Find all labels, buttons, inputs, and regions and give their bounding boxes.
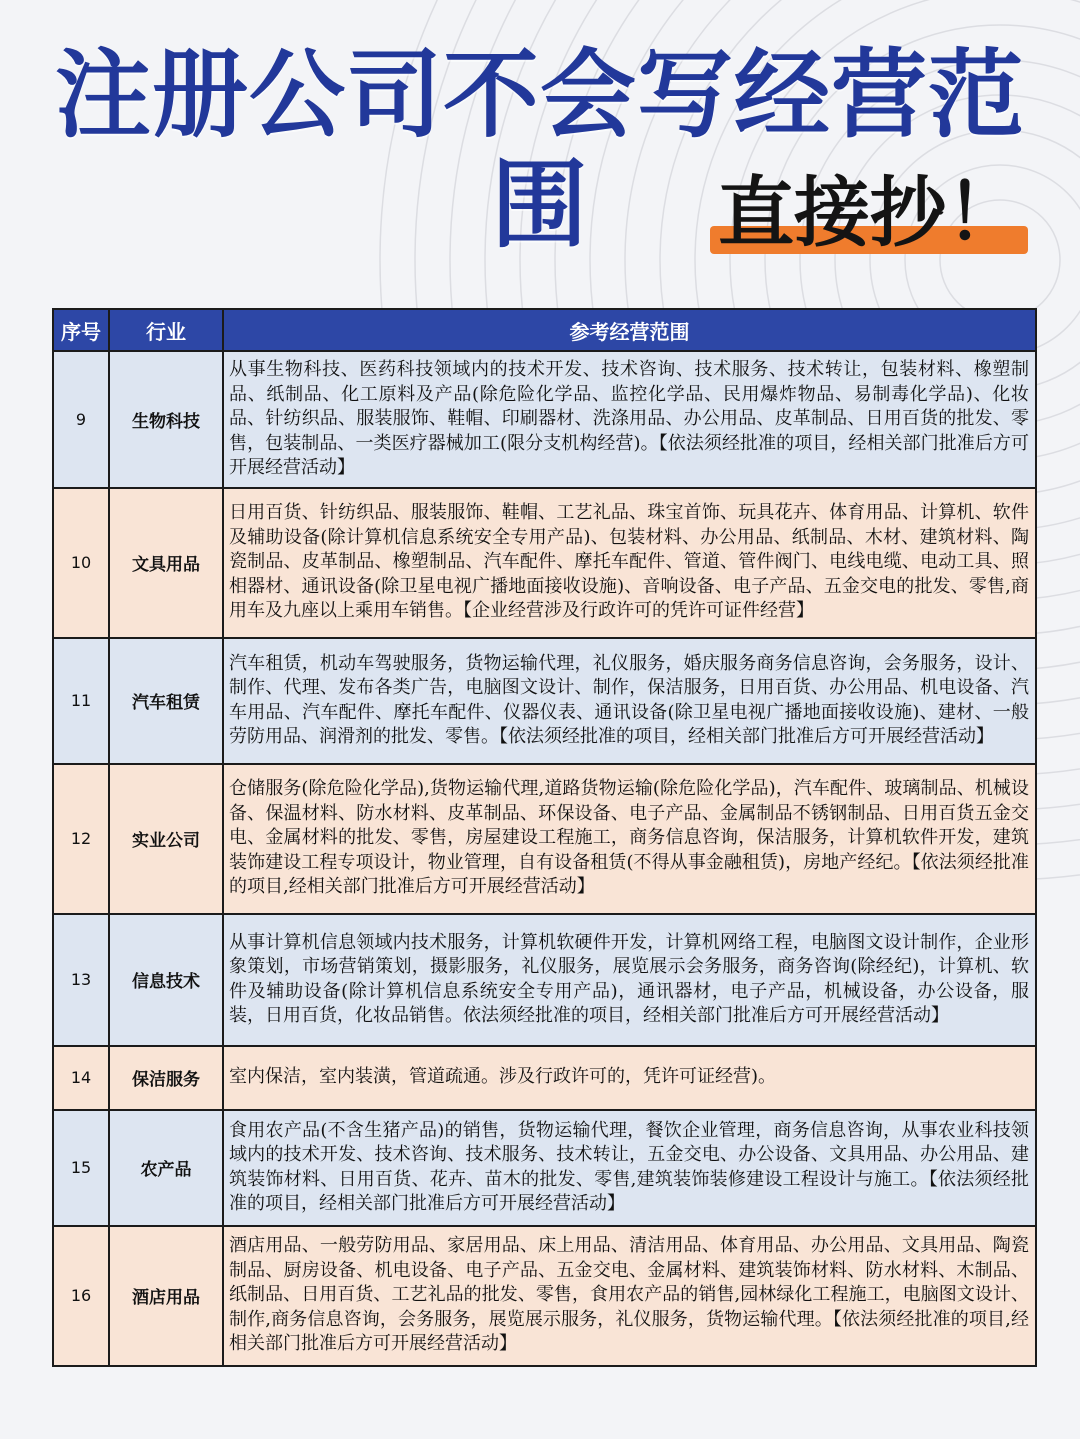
subtitle-banner [710, 168, 1030, 263]
table-row [53, 764, 1036, 914]
row-number: 16 [53, 1226, 109, 1366]
row-industry: 酒店用品 [109, 1226, 223, 1366]
table-row [53, 351, 1036, 488]
table-header-row [53, 309, 1036, 351]
row-scope: 室内保洁，室内装潢，管道疏通。涉及行政许可的，凭许可证经营)。 [223, 1046, 1036, 1110]
row-industry: 信息技术 [109, 914, 223, 1046]
subtitle: 直接抄！ [718, 168, 1022, 257]
row-industry: 农产品 [109, 1110, 223, 1226]
row-scope: 日用百货、针纺织品、服装服饰、鞋帽、工艺礼品、珠宝首饰、玩具花卉、体育用品、计算机、软件及辅助设备(除计算机信息系统安全专用产品)、包装材料、办公用品、纸制品、木材、建筑材料、陶瓷制品、皮革制品、橡塑制品、汽车配件、摩托车配件、管道、管件阀门、电线电缆、电动工具、照相器材、通讯设备(除卫星电视广播地面接收设施)、音响设备、电子产品、五金交电的批发、零售,商用车及九座以上乘用车销售。【企业经营涉及行政许可的凭许可证件经营】 [223, 488, 1036, 638]
row-number: 13 [53, 914, 109, 1046]
row-number: 14 [53, 1046, 109, 1110]
business-scope-table [52, 308, 1037, 1367]
table-row [53, 914, 1036, 1046]
row-scope: 酒店用品、一般劳防用品、家居用品、床上用品、清洁用品、体育用品、办公用品、文具用品、陶瓷制品、厨房设备、机电设备、电子产品、五金交电、金属材料、建筑装饰材料、防水材料、木制品、纸制品、日用百货、工艺礼品的批发、零售，食用农产品的销售,园林绿化工程施工，电脑图文设计、制作,商务信息咨询，会务服务，展览展示服务，礼仪服务，货物运输代理。【依法须经批准的项目,经相关部门批准后方可开展经营活动】 [223, 1226, 1036, 1366]
row-industry: 汽车租赁 [109, 638, 223, 764]
row-industry: 实业公司 [109, 764, 223, 914]
row-scope: 从事计算机信息领域内技术服务，计算机软硬件开发，计算机网络工程，电脑图文设计制作，企业形象策划，市场营销策划，摄影服务，礼仪服务，展览展示会务服务，商务咨询(除经纪)，计算机、软件及辅助设备(除计算机信息系统安全专用产品)，通讯器材，电子产品，机械设备，办公设备，服装，日用百货，化妆品销售。依法须经批准的项目，经相关部门批准后方可开展经营活动】 [223, 914, 1036, 1046]
row-number: 15 [53, 1110, 109, 1226]
header-scope: 参考经营范围 [223, 309, 1036, 351]
row-industry: 生物科技 [109, 351, 223, 488]
row-industry: 文具用品 [109, 488, 223, 638]
table-row [53, 488, 1036, 638]
page-title: 注册公司不会写经营范围 [55, 39, 1025, 261]
header-industry: 行业 [109, 309, 223, 351]
row-number: 12 [53, 764, 109, 914]
row-scope: 食用农产品(不含生猪产品)的销售，货物运输代理，餐饮企业管理，商务信息咨询，从事农业科技领域内的技术开发、技术咨询、技术服务、技术转让，五金交电、办公设备、文具用品、办公用品、建筑装饰材料、日用百货、花卉、苗木的批发、零售,建筑装饰装修建设工程设计与施工。【依法须经批准的项目，经相关部门批准后方可开展经营活动】 [223, 1110, 1036, 1226]
row-scope: 从事生物科技、医药科技领域内的技术开发、技术咨询、技术服务、技术转让，包装材料、橡塑制品、纸制品、化工原料及产品(除危险化学品、监控化学品、民用爆炸物品、易制毒化学品)、化妆品、针纺织品、服装服饰、鞋帽、印刷器材、洗涤用品、办公用品、皮革制品、日用百货的批发、零售，包装制品、一类医疗器械加工(限分支机构经营)。【依法须经批准的项目，经相关部门批准后方可开展经营活动】 [223, 351, 1036, 488]
table-row [53, 1110, 1036, 1226]
row-scope: 汽车租赁，机动车驾驶服务，货物运输代理，礼仪服务，婚庆服务商务信息咨询，会务服务，设计、制作、代理、发布各类广告，电脑图文设计、制作，保洁服务，日用百货、办公用品、机电设备、汽车用品、汽车配件、摩托车配件、仪器仪表、通讯设备(除卫星电视广播地面接收设施)、建材、一般劳防用品、润滑剂的批发、零售。【依法须经批准的项目，经相关部门批准后方可开展经营活动】 [223, 638, 1036, 764]
row-number: 10 [53, 488, 109, 638]
row-scope: 仓储服务(除危险化学品),货物运输代理,道路货物运输(除危险化学品)，汽车配件、玻璃制品、机械设备、保温材料、防水材料、皮革制品、环保设备、电子产品、金属制品不锈钢制品、日用百货五金交电、金属材料的批发、零售，房屋建设工程施工，商务信息咨询，保洁服务，计算机软件开发，建筑装饰建设工程专项设计，物业管理，自有设备租赁(不得从事金融租赁)，房地产经纪。【依法须经批准的项目,经相关部门批准后方可开展经营活动】 [223, 764, 1036, 914]
row-industry: 保洁服务 [109, 1046, 223, 1110]
table-row [53, 1226, 1036, 1366]
header-number: 序号 [53, 309, 109, 351]
table-row [53, 638, 1036, 764]
table-row [53, 1046, 1036, 1110]
row-number: 9 [53, 351, 109, 488]
row-number: 11 [53, 638, 109, 764]
